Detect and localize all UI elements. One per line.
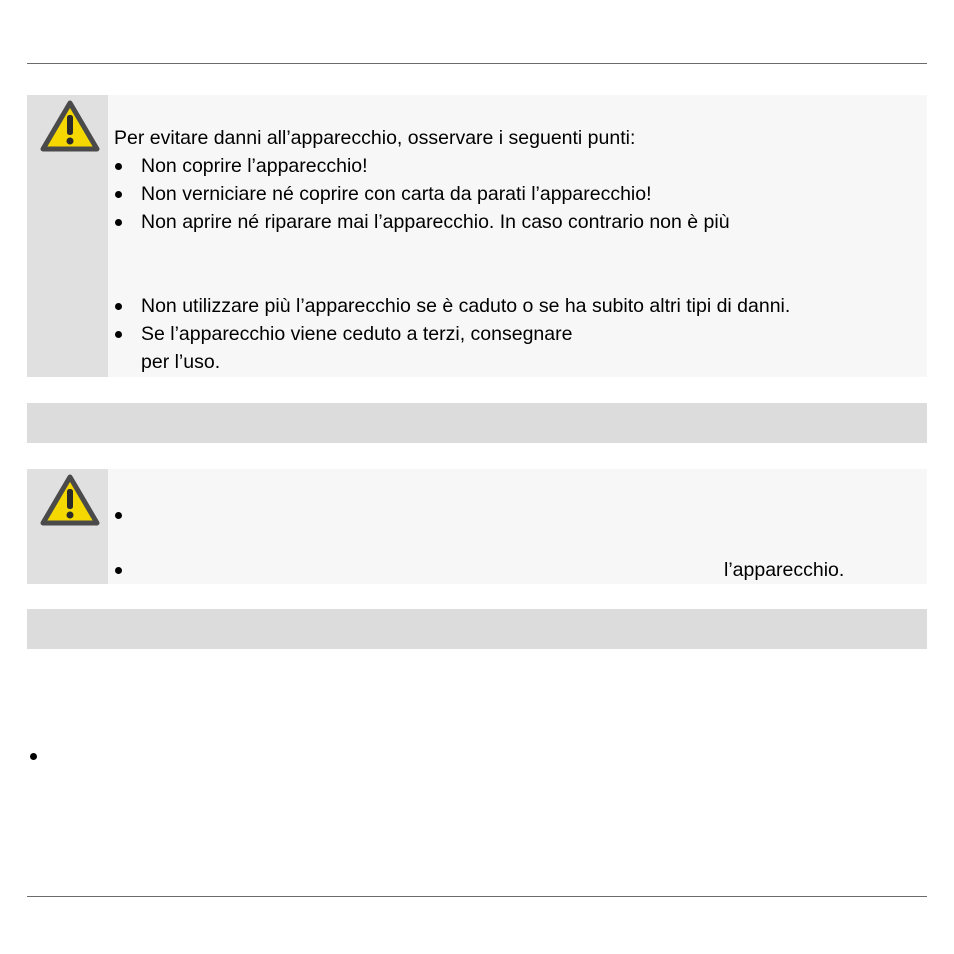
list-item: Non coprire l’apparecchio! <box>141 155 368 177</box>
section-heading-bar <box>27 403 927 443</box>
list-item: Non aprire né riparare mai l’apparecchio. In caso contrario non è più <box>141 211 730 233</box>
list-item-continuation: per l’uso. <box>141 351 221 373</box>
bullet-dot <box>115 191 122 198</box>
bullet-dot <box>115 219 122 226</box>
bullet-dot <box>115 567 122 574</box>
bullet-dot <box>115 512 122 519</box>
section-heading-bar <box>27 609 927 649</box>
warning-triangle-icon <box>40 474 100 526</box>
list-item-tail-text: l’apparecchio. <box>724 559 845 581</box>
header-rule <box>27 63 927 64</box>
warning-icon-column <box>27 469 108 584</box>
bullet-dot <box>115 303 122 310</box>
list-item: Non utilizzare più l’apparecchio se è caduto o se ha subito altri tipi di danni. <box>141 295 791 317</box>
footer-rule <box>27 896 927 897</box>
warning-icon-column <box>27 95 108 377</box>
list-item: Non verniciare né coprire con carta da parati l’apparecchio! <box>141 183 652 205</box>
warning-triangle-icon <box>40 100 100 152</box>
warning-intro-text: Per evitare danni all’apparecchio, osservare i seguenti punti: <box>114 127 636 149</box>
bullet-dot <box>115 331 122 338</box>
bullet-dot <box>115 163 122 170</box>
bullet-dot <box>30 753 37 760</box>
list-item: Se l’apparecchio viene ceduto a terzi, consegnare <box>141 323 573 345</box>
